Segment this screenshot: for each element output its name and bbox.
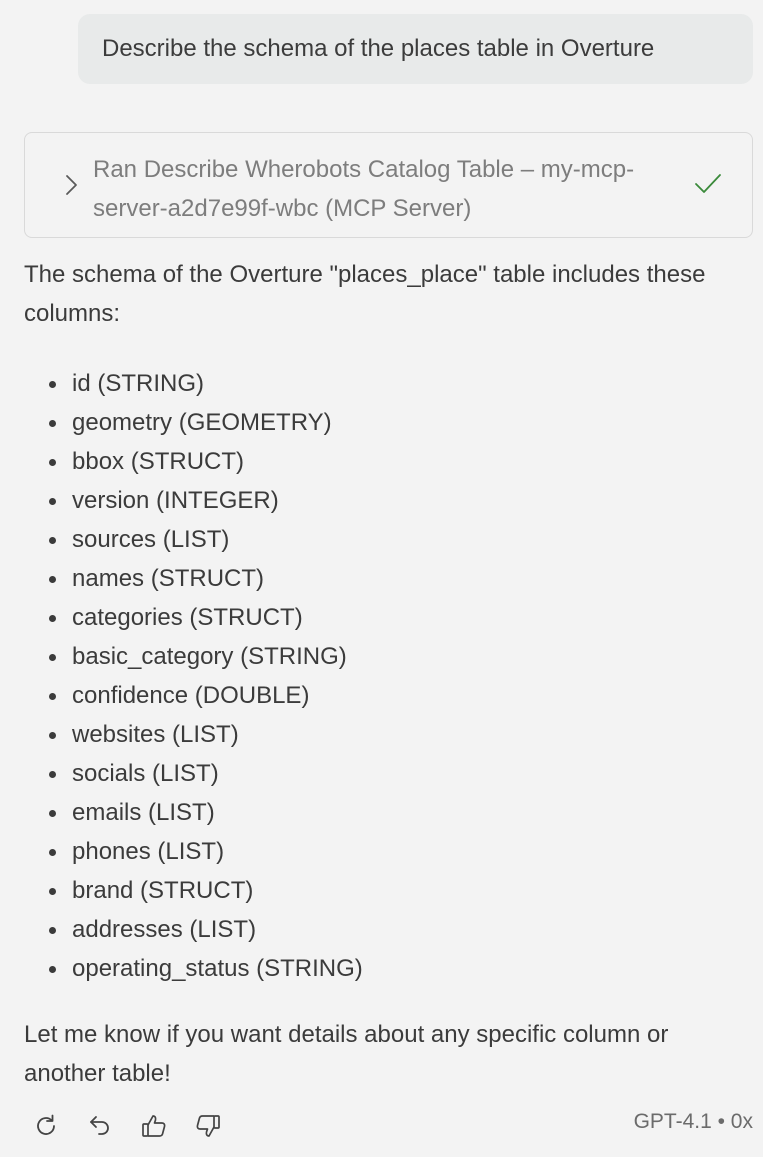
tool-call-card[interactable] [24, 132, 753, 238]
response-outro: Let me know if you want details about any specific column or another table! [24, 1021, 669, 1087]
list-item: basic_category (STRING) [24, 637, 724, 676]
list-item: names (STRUCT) [24, 559, 724, 598]
response-intro: The schema of the Overture "places_place" table includes these columns: [24, 261, 706, 327]
list-item: phones (LIST) [24, 832, 724, 871]
list-item: socials (LIST) [24, 754, 724, 793]
tool-call-label: Ran Describe Wherobots Catalog Table – my-mcp-server-a2d7e99f-wbc (MCP Server) [93, 156, 635, 222]
list-item: version (INTEGER) [24, 481, 724, 520]
user-message-bubble [78, 14, 753, 84]
list-item: websites (LIST) [24, 715, 724, 754]
schema-column-list [24, 364, 724, 988]
list-item: id (STRING) [24, 364, 724, 403]
chevron-right-icon[interactable] [61, 171, 83, 199]
model-info-label: GPT-4.1 • 0x [633, 1110, 753, 1133]
checkmark-icon [693, 171, 723, 197]
thumbs-down-icon[interactable] [192, 1110, 224, 1142]
undo-icon[interactable] [84, 1110, 116, 1142]
list-item: geometry (GEOMETRY) [24, 403, 724, 442]
retry-icon[interactable] [30, 1110, 62, 1142]
response-action-bar [30, 1108, 224, 1144]
list-item: sources (LIST) [24, 520, 724, 559]
list-item: emails (LIST) [24, 793, 724, 832]
list-item: categories (STRUCT) [24, 598, 724, 637]
list-item: operating_status (STRING) [24, 949, 724, 988]
list-item: addresses (LIST) [24, 910, 724, 949]
user-message-text: Describe the schema of the places table in Overture [102, 35, 655, 62]
thumbs-up-icon[interactable] [138, 1110, 170, 1142]
list-item: confidence (DOUBLE) [24, 676, 724, 715]
list-item: bbox (STRUCT) [24, 442, 724, 481]
list-item: brand (STRUCT) [24, 871, 724, 910]
